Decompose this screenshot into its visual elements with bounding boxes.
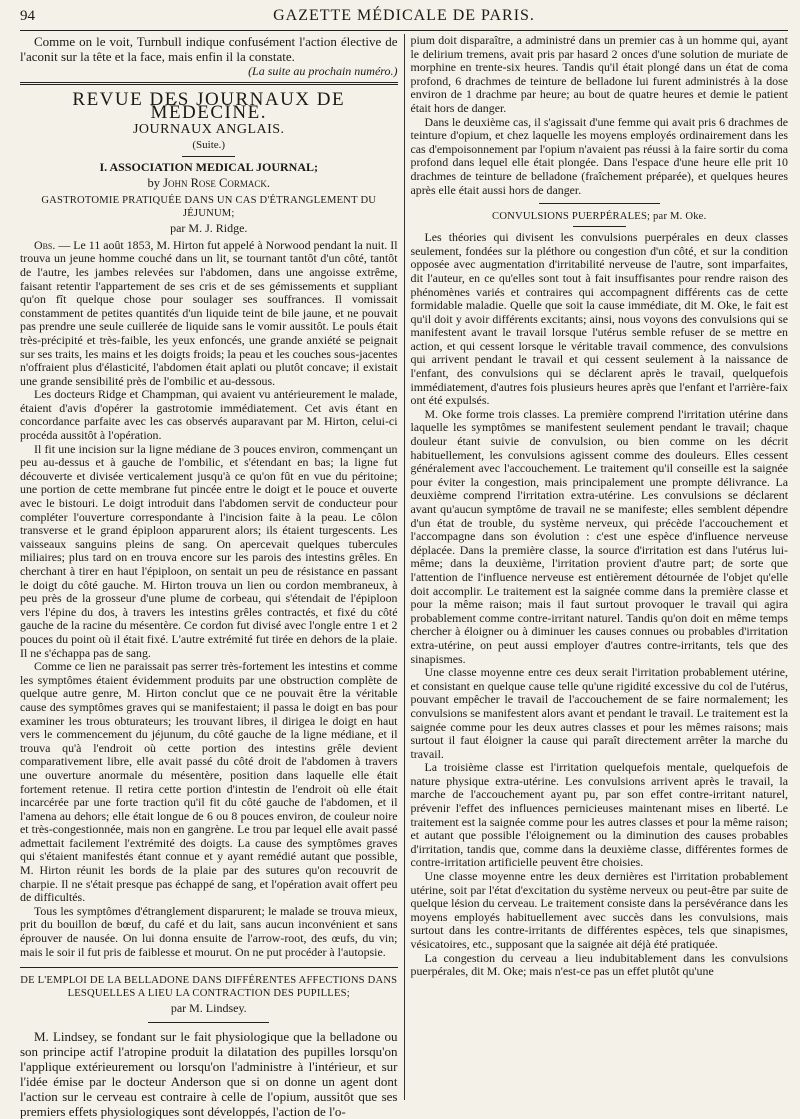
article-author-lindsey: par M. Lindsey. xyxy=(170,1001,247,1016)
article-heading-text: CONVULSIONS PUERPÉRALES; xyxy=(492,211,651,223)
article-divider xyxy=(20,967,398,968)
intro-paragraph: Comme on le voit, Turnbull indique confusément l'action élective de l'aconit sur la tête et la face, mais enfin il la constate. xyxy=(20,34,398,64)
body-paragraph: M. Oke forme trois classes. La première comprend l'irritation utérine dans laquelle les symptômes se manifestent seulement pendant le travail; chaque douleur étant suivie de convulsion, ou bien comme on les décrit habituellement, les convulsions agissent comme des douleurs. Elles cessent généralement avec l'accouchement. Le traitement qu'il conseille est la saignée pour éviter la congestion, mais principalement une prompte délivrance. La deuxième comprend l'irritation extra-utérine. Les convulsions se déclarent avant qu'aucun symptôme de travail ne se manifeste; elles semblent dépendre d'un état de trouble, du système nerveux, qui précède l'accouchement et l'accompagne dans son évolution : c'est une espèce d'influence nerveuse déplacée. Dans la première classe, la source d'irritation est dans l'utérus lui-même; dans la deuxième, l'irritation provient d'autre part; de sorte que l'attention de l'influence nerveuse est entièrement détournée de l'objet qu'elle doit accomplir. Le traitement est la saignée comme dans la première classe et pour la même raison; mais il faut surtout provoquer le travail qui agira probablement comme contre-irritant naturel. Tandis qu'on doit en même temps chercher à éloigner ou à diminuer les causes connues ou probables d'irritation extra-utérine, on peut aussi employer d'autres contre-irritants, tels que des sinapismes. xyxy=(410,406,788,666)
short-divider xyxy=(182,156,235,157)
short-divider xyxy=(148,1022,269,1023)
short-divider xyxy=(539,203,660,204)
two-column-body xyxy=(20,33,788,1119)
observation-text: — Le 11 août 1853, M. Hirton fut appelé à Norwood pendant la nuit. Il trouva un jeune homme couché dans un lit, se tournant tantôt d'un côté, tantôt de l'autre, les jambes relevées sur l'abdomen, dans une angoisse extrême, faisant retentir l'appartement de ses cris et de ses gémissements et suppliant qu'on fît quelque chose pour soulager ses souffrances. Il vomissait constamment de petites quantités d'un liquide teint de bile jaune, et ne pouvait pas prendre une seule cuillerée de liquide sans le vomir aussitôt. Le pouls était très-précipité et très-faible, les yeux enfoncés, une grande anxiété se peignait sur ses traits, les mains et les doigts froids; la peau et les couches sous-jacentes n'offraient plus d'élasticité, l'abdomen était aplati ou plutôt concave; il existait une grande sensibilité près de l'ombilic et au-dessous. xyxy=(20,237,398,388)
body-paragraph: Il fit une incision sur la ligne médiane de 3 pouces environ, commençant un peu au-dessus et à gauche de l'ombilic, et s'étendant en bas; la ligne fut découverte et divisée verticalement jusqu'à ce qu'on fût en vue du péritoine; une portion de cette membrane fut pincée entre le doigt et le pouce et ouverte avec le bistouri. Le doigt introduit dans l'abdomen servit de conducteur pour compléter l'ouverture correspondante à l'incision faite à la peau. Le côlon transverse et le grand épiploon apparurent alors; ils étaient turgescents. Les vaisseaux sanguins pleins de sang. On apercevait quelques tubercules miliaires; plus tard on en trouva encore sur les parois des intestins grêles. En cherchant à tirer en haut l'épiploon, on sentait un peu de résistance en passant le doigt du côté gauche. M. Hirton trouva un lien ou cordon membraneux, à peu près de la grosseur d'une plume de corbeau, qui s'étendait de l'épiploon vers l'épine du dos, à travers les intestins grêles contractés, et fixé du côté gauche de la racine du mésentère. Ce cordon fut divisé avec l'ongle entre 1 et 2 pouces du point où il était fixé. L'autre extrémité fut tirée en dehors de la plaie. Il ne s'échappa pas de sang. xyxy=(20,441,398,660)
short-divider xyxy=(573,226,626,227)
section-title: REVUE DES JOURNAUX DE MÉDECINE. xyxy=(72,88,346,124)
suite-label: (Suite.) xyxy=(192,139,226,152)
body-paragraph: La congestion du cerveau a lieu indubitablement dans les convulsions puerpérales, dit M. Oke; mais n'est-ce pas un effet plutôt qu'une xyxy=(410,950,788,979)
left-column xyxy=(20,34,404,1119)
byline xyxy=(20,177,398,191)
body-paragraph: Les théories qui divisent les convulsions puerpérales en deux classes seulement, fondées sur la pléthore ou congestion d'un côté, et sur la condition opposée avec augmentation d'irritabilité nerveuse de l'autre, sont imparfaites, dit l'auteur, en ce qu'elles sont tout à fait insuffisantes pour rendre raison des phénomènes variés et contraires qui accompagnent différents cas de cette formidable maladie. Quelle que soit la cause immédiate, dit M. Oke, le fait est qu'il doit y avoir différents excitants; ainsi, nous voyons des convulsions qui se manifestent avant le travail lorsque l'utérus semble refuser de se mettre en action, et qui cessent lorsque le véritable travail commence, des convulsions qui arrivent pendant le travail et qui cessent seulement à la naissance de l'enfant, des convulsions qui se déclarent après le travail, quelquefois immédiatement, d'autres fois plusieurs heures après que l'enfant et l'arrière-faix ont été expulsés. xyxy=(410,230,788,408)
body-paragraph: Une classe moyenne entre les deux dernières est l'irritation probablement utérine, soit par l'état d'excitation du système nerveux ou peut-être par suite de quelque lésion du cerveau. Le traitement consiste dans la persévérance dans les moyens employés habituellement avec succès dans les convulsions, mais surtout dans les contre-irritants de différentes espèces, tels que sinapismes, vésicatoires, etc., supposant que la saignée ait déjà été pratiquée. xyxy=(410,869,788,951)
page-number: 94 xyxy=(20,8,35,24)
byline-prefix: by xyxy=(147,175,160,190)
body-paragraph: Dans le deuxième cas, il s'agissait d'une femme qui avait pris 6 drachmes de teinture d'opium, et chez laquelle les moyens employés ordinairement dans les cas d'empoisonnement par l'opium n'avaient pas réussi à la faire sortir du coma profond dans lequel elle était plongée. Dans l'espace d'une heure elle prit 10 drachmes de teinture de belladone (fraîchement préparée), et quelques heures après elle était aussi hors de danger. xyxy=(410,114,788,197)
journal-name: I. ASSOCIATION MEDICAL JOURNAL; xyxy=(99,159,318,174)
journal-title: GAZETTE MÉDICALE DE PARIS. xyxy=(273,7,535,24)
article-author-oke: par M. Oke. xyxy=(653,211,707,223)
body-paragraph: Les docteurs Ridge et Champman, qui avaient vu antérieurement le malade, étaient d'avis d'opérer la gastrotomie immédiatement. Cet avis étant en concordance parfaite avec les cas observés auparavant par M. Hirton, celui-ci procéda aussitôt à l'opération. xyxy=(20,387,398,443)
body-paragraph: pium doit disparaître, a administré dans un premier cas à un homme qui, ayant le delirium tremens, avait pris par hasard 2 onces d'une solution de muriate de morphine en trente-six heures. Tandis qu'il était plongé dans un état de coma profond, 6 drachmes de teinture de belladone lui furent administrés à la dose environ de 1 drachme par heure; au bout de quatre heures et demie le patient était hors de danger. xyxy=(410,33,788,115)
obs-label: Obs. xyxy=(34,237,56,252)
body-paragraph: Comme ce lien ne paraissait pas serrer très-fortement les intestins et comme les symptômes étaient évidemment produits par une obstruction complète de quelque autre genre, M. Hirton conclut que ce ne pouvait être la véritable cause des symptômes graves qui se manifestaient; il passa le doigt en bas pour examiner les trous obturateurs; les trouvant libres, il dirigea le doigt en haut vers le commencement du jéjunum, du côté gauche de la ligne médiane, et il trouva qu'à l'endroit où cette portion des intestins grêle devient comparativement libre, elle avait passé du côté droit de l'abdomen à travers une ouverture anormale du mésentère, position dans laquelle elle était fortement retenue. Il retira cette portion d'intestin de l'endroit où elle était incarcérée par une forte traction qu'il fit du côté gauche de l'abdomen, et il l'amena au dehors; elle était longue de 6 ou 8 pouces environ, de couleur noire et très-congestionnée, mais non en gangrène. Le trou par lequel elle avait passé admettait facilement l'extrémité des doigts. La cause des symptômes graves qui s'étaient manifestés étant connue et y ayant remédié autant que possible, M. Hirton réunit les bords de la plaie par des sutures qu'on recouvrit de charpie. Il ne s'était presque pas échappé de sang, et l'opération avait offert peu de difficultés. xyxy=(20,659,398,905)
article-heading-belladone: DE L'EMPLOI DE LA BELLADONE DANS DIFFÉRENTES AFFECTIONS DANS LESQUELLES A LIEU LA CONTRACTION DES PUPILLES; xyxy=(20,975,398,1000)
continued-note: (La suite au prochain numéro.) xyxy=(248,64,398,78)
article-author-ridge: par M. J. Ridge. xyxy=(170,221,248,236)
article-heading-convulsions xyxy=(411,210,789,223)
byline-name: John Rose Cormack. xyxy=(163,175,271,190)
page-header xyxy=(20,4,788,31)
article-heading-gastrotomie: GASTROTOMIE PRATIQUÉE DANS UN CAS D'ÉTRANGLEMENT DU JÉJUNUM; xyxy=(41,195,377,220)
section-divider xyxy=(20,82,398,85)
right-column xyxy=(405,34,789,1100)
observation-paragraph xyxy=(20,239,398,389)
body-paragraph: M. Lindsey, se fondant sur le fait physiologique que la belladone ou son principe actif l'atropine produit la dilatation des pupilles lorsqu'on l'applique extérieurement ou lorsqu'on l'administre à l'intérieur, et sur l'idée émise par le docteur Anderson que si on donne un agent dont l'action sur le cerveau est contraire à celle de l'opium, aussitôt que ses premiers effets physiologiques sont développés, l'action de l'o- xyxy=(20,1028,398,1119)
body-paragraph: La troisième classe est l'irritation quelquefois mentale, quelquefois de nature physique extra-utérine. Les convulsions arrivent après le travail, la marche de l'accouchement ayant pu, par son effet contre-irritant naturel, prévenir l'effet des influences pernicieuses maintenant mises en liberté. Le traitement est la saignée comme pour les autres classes et pour la même raison; et autant que possible l'éloignement ou la diminution des causes probables d'irritation, tandis que, comme dans la deuxième classe, différentes formes de contre-irritation artificielle peuvent être choisies. xyxy=(410,760,788,870)
body-paragraph: Tous les symptômes d'étranglement disparurent; le malade se trouva mieux, prit du bouillon de bœuf, du café et du lait, sans aucun inconvénient et sans éprouver de nausée. On lui donna ensuite de l'arrow-root, des œufs, du vin; mais le soir il fut pris de faiblesse et mourut. On ne put procéder à l'autopsie. xyxy=(20,903,398,959)
body-paragraph: Une classe moyenne entre ces deux serait l'irritation probablement utérine, et consistant en quelque cause telle qu'une rigidité excessive du col de l'utérus, pouvant empêcher le travail de l'accouchement de se faire normalement; les convulsions se manifestent alors avant et pendant le travail. Le traitement est la saignée comme pour les deux autres classes et pour les mêmes raisons; mais surtout il faut éloigner la cause qui paraît directement arrêter la marche du travail. xyxy=(410,665,788,761)
subsection-title: JOURNAUX ANGLAIS. xyxy=(132,121,285,137)
